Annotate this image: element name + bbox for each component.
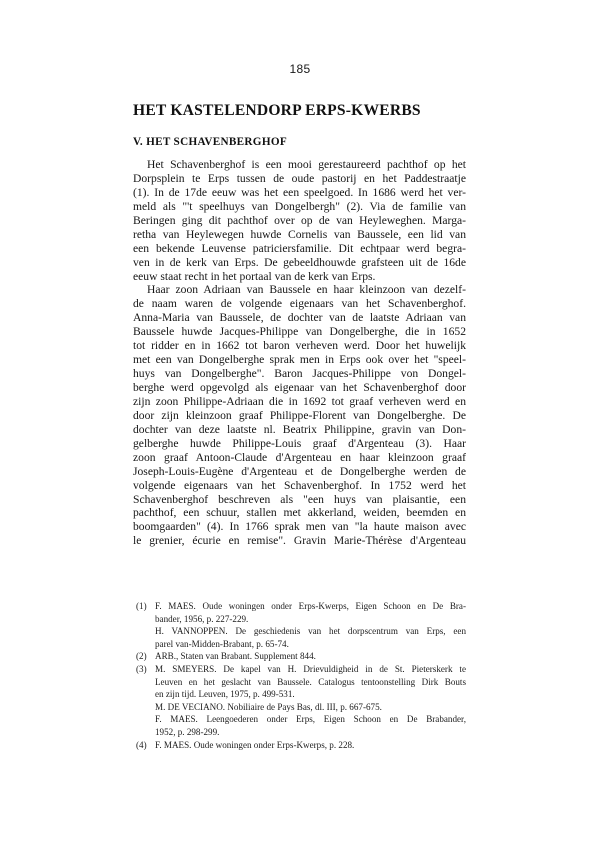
footnote-line: ARB., Staten van Brabant. Supplement 844. bbox=[155, 651, 316, 662]
body-line: gelberghe huwde Philippe-Louis graaf d'Argenteau (3). Haar bbox=[133, 436, 466, 450]
body-text bbox=[133, 158, 466, 548]
body-line: met een van Dongelberghe sprak men in Erps ook over het "speel- bbox=[133, 353, 466, 367]
body-line: de naam waren de volgende eigenaars van het Schavenberghof. bbox=[133, 297, 466, 311]
body-line: huys van Dongelberghe". Baron Jacques-Philippe von Dongel- bbox=[133, 367, 466, 381]
footnote-2 bbox=[136, 650, 466, 663]
body-line: boomgaarden" (4). In 1766 sprak men van "la haute maison avec bbox=[133, 520, 466, 534]
footnote-1 bbox=[136, 600, 466, 650]
footnote-line: F. MAES. Oude woningen onder Erps-Kwerps, p. 228. bbox=[155, 739, 355, 750]
footnotes bbox=[136, 600, 466, 751]
footnote-line: M. DE VECIANO. Nobiliaire de Pays Bas, dl. III, p. 667-675. bbox=[155, 701, 382, 712]
footnote-line: M. SMEYERS. De kapel van H. Drievuldigheid in de St. Pieterskerk te bbox=[155, 663, 466, 674]
body-line: eeuw staat recht in het portaal van de kerk van Erps. bbox=[133, 269, 376, 283]
footnote-number: (1) bbox=[136, 601, 147, 611]
footnote-line: 1952, p. 298-299. bbox=[155, 726, 220, 737]
body-line: Baussele huwde Jacques-Philippe van Dongelberghe, die in 1652 bbox=[133, 325, 466, 339]
body-line: retha van Heylewegen huwde Cornelis van Baussele, een lid van bbox=[133, 227, 466, 241]
body-line: (1). In de 17de eeuw was het een speelgoed. In 1686 werd het ver- bbox=[133, 185, 466, 199]
footnote-3 bbox=[136, 663, 466, 739]
body-line: een bekende Leuvense patriciersfamilie. Dit echtpaar werd begra- bbox=[133, 241, 466, 255]
footnote-number: (2) bbox=[136, 651, 147, 662]
footnote-number: (4) bbox=[136, 739, 147, 750]
body-line: le grenier, écurie en remise". Gravin Marie-Thérèse d'Argenteau bbox=[133, 534, 466, 548]
footnote-line: F. MAES. Leengoederen onder Erps, Eigen Schoon en De Brabander, bbox=[155, 714, 466, 725]
footnote-line: bander, 1956, p. 227-229. bbox=[155, 613, 249, 624]
body-line: berghe werd opgevolgd als eigenaar van het Schavenberghof door bbox=[133, 381, 466, 394]
section-heading: V. HET SCHAVENBERGHOF bbox=[133, 136, 287, 148]
body-line: dochter van deze laatste nl. Beatrix Philippine, gravin van Don- bbox=[133, 422, 466, 436]
body-line: meld als "'t speelhuys van Dongelbergh" (2). Via de familie van bbox=[133, 199, 466, 213]
footnote-line: H. VANNOPPEN. De geschiedenis van het dorpscentrum van Erps, een bbox=[155, 626, 466, 637]
body-line: zijn zoon Philippe-Adriaan die in 1692 tot graaf verheven werd en bbox=[133, 394, 466, 408]
body-line: tot ridder en in 1662 tot baron verheven werd. Door het huwelijk bbox=[133, 339, 466, 353]
body-line: Het Schavenberghof is een mooi gerestaureerd pachthof op het bbox=[147, 158, 466, 171]
footnote-line: en zijn tijd. Leuven, 1975, p. 499-531. bbox=[155, 689, 295, 700]
body-line: Joseph-Louis-Eugène d'Argenteau et de Dongelberghe werden de bbox=[133, 464, 466, 478]
footnote-4 bbox=[136, 739, 466, 752]
footnote-line: F. MAES. Oude woningen onder Erps-Kwerps, Eigen Schoon en De Bra- bbox=[155, 601, 466, 611]
body-line: Dorpsplein te Erps tussen de oude pastorij en het Paddestraatje bbox=[133, 171, 466, 185]
body-line: pachthof, een schuur, stallen met akkerland, weiden, beemden en bbox=[133, 506, 466, 520]
body-line: door zijn kleinzoon graaf Philippe-Florent van Dongelberghe. De bbox=[133, 408, 466, 422]
chapter-title: HET KASTELENDORP ERPS-KWERBS bbox=[133, 102, 421, 119]
body-line: Beringen ging dit pachthof over op de van Heyleweghen. Marga- bbox=[133, 213, 466, 227]
body-line: Haar zoon Adriaan van Baussele en haar kleinzoon van dezelf- bbox=[147, 283, 466, 297]
body-line: Anna-Maria van Baussele, de dochter van de laatste Adriaan van bbox=[133, 311, 466, 325]
page-number: 185 bbox=[289, 62, 311, 76]
footnote-line: Leuven en het geslacht van Baussele. Catalogus tentoonstelling Dirk Bouts bbox=[155, 676, 466, 687]
body-line: zoon graaf Antoon-Claude d'Argenteau en haar kleinzoon graaf bbox=[133, 450, 466, 464]
body-line: Schavenberghof beschreven als "een huys van plaisantie, een bbox=[133, 492, 466, 506]
footnote-number: (3) bbox=[136, 663, 147, 674]
paragraph-1 bbox=[133, 158, 466, 283]
body-line: ven in de kerk van Erps. De gebeeldhouwde grafsteen uit de 16de bbox=[133, 255, 466, 269]
footnote-line: parel van-Midden-Brabant, p. 65-74. bbox=[155, 638, 289, 649]
body-line: volgende eigenaars van het Schavenberghof. In 1752 werd het bbox=[133, 478, 466, 492]
paragraph-2 bbox=[133, 283, 466, 548]
